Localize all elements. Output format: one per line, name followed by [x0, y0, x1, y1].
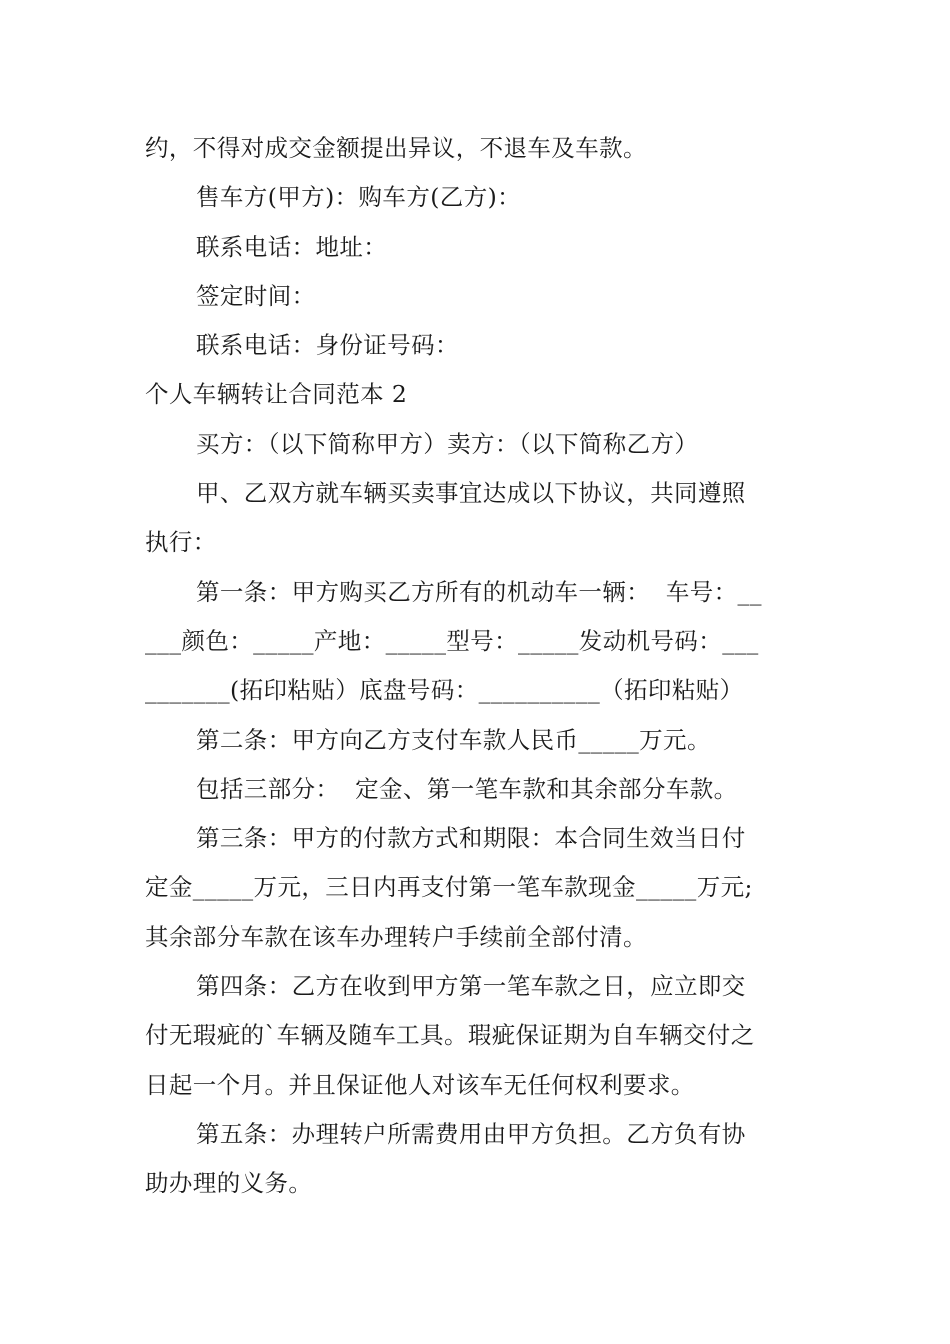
article-2: 第二条：甲方向乙方支付车款人民币_____万元。 — [196, 725, 711, 754]
text-line: 助办理的义务。 — [145, 1169, 313, 1198]
text-line: 售车方(甲方)：购车方(乙方)： — [196, 183, 522, 212]
text-line: 签定时间： — [196, 281, 316, 310]
contract-body — [145, 124, 807, 1209]
text-line: _______(拓印粘贴）底盘号码：__________（拓印粘贴） — [145, 676, 744, 705]
text-line: 日起一个月。并且保证他人对该车无任何权利要求。 — [145, 1070, 695, 1099]
text-line: 联系电话：身份证号码： — [196, 331, 459, 360]
section-title: 个人车辆转让合同范本 2 — [145, 380, 408, 409]
article-1: 第一条：甲方购买乙方所有的机动车一辆： 车号：__ — [196, 577, 762, 606]
article-5: 第五条：办理转户所需费用由甲方负担。乙方负有协 — [196, 1119, 746, 1148]
article-4: 第四条：乙方在收到甲方第一笔车款之日，应立即交 — [196, 972, 746, 1001]
text-line: 定金_____万元，三日内再支付第一笔车款现金_____万元; — [145, 873, 753, 902]
text-line: 买方：（以下简称甲方）卖方：（以下简称乙方） — [196, 429, 699, 458]
text-line: 其余部分车款在该车办理转户手续前全部付清。 — [145, 922, 647, 951]
text-line: 约，不得对成交金额提出异议，不退车及车款。 — [145, 134, 647, 162]
text-line: 执行： — [145, 528, 217, 557]
article-3: 第三条：甲方的付款方式和期限：本合同生效当日付 — [196, 824, 746, 853]
text-line: 包括三部分： 定金、第一笔车款和其余部分车款。 — [196, 774, 738, 803]
text-line: ___颜色：_____产地：_____型号：_____发动机号码：___ — [145, 626, 759, 655]
text-line: 甲、乙双方就车辆买卖事宜达成以下协议，共同遵照 — [196, 479, 746, 508]
text-line: 付无瑕疵的`车辆及随车工具。瑕疵保证期为自车辆交付之 — [145, 1021, 755, 1050]
text-line: 联系电话：地址： — [196, 232, 388, 261]
